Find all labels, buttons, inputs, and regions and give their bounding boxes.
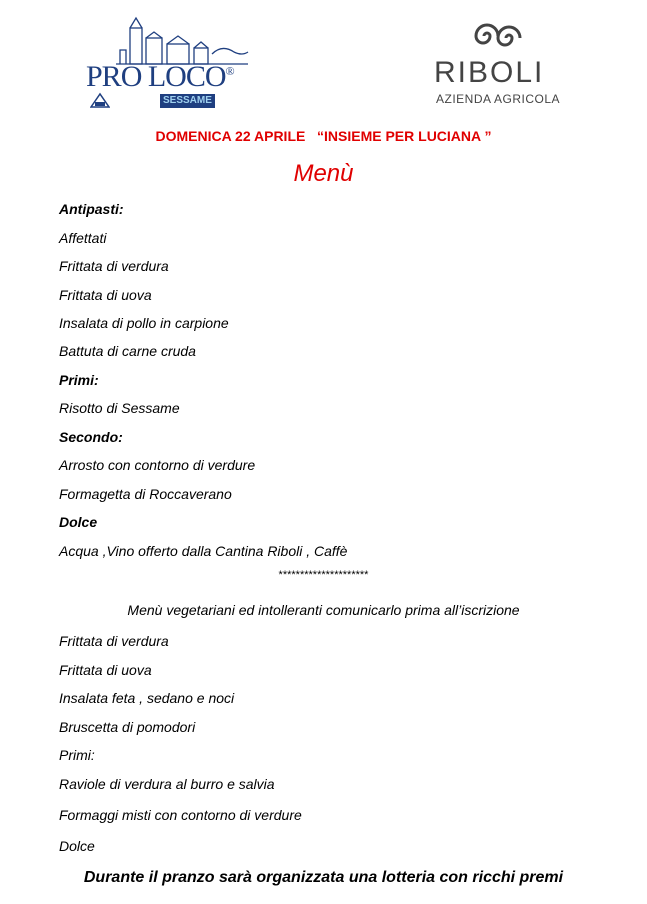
veg-item-raviole: Raviole di verdura al burro e salvia xyxy=(59,776,275,792)
proloco-sessame-badge: SESSAME xyxy=(160,94,215,108)
proloco-emblem-icon xyxy=(90,92,110,108)
veg-section-primi: Primi: xyxy=(59,747,95,763)
riboli-logo-subtitle: AZIENDA AGRICOLA xyxy=(436,92,561,106)
menu-item-insalata-pollo: Insalata di pollo in carpione xyxy=(59,315,229,331)
riboli-logo-name: RIBOLI xyxy=(434,56,545,89)
veg-item-insalata-feta: Insalata feta , sedano e noci xyxy=(59,690,235,706)
proloco-logo-text: PRO LOCO® xyxy=(86,60,234,93)
veg-item-frittata-uova: Frittata di uova xyxy=(59,662,152,678)
menu-item-bevande: Acqua ,Vino offerto dalla Cantina Riboli , Caffè xyxy=(59,543,348,559)
menu-item-frittata-verdura: Frittata di verdura xyxy=(59,258,169,274)
riboli-logo xyxy=(430,14,580,109)
separator: ********************* xyxy=(278,569,369,581)
menu-item-battuta: Battuta di carne cruda xyxy=(59,343,196,359)
menu-item-frittata-uova: Frittata di uova xyxy=(59,287,152,303)
section-dolce: Dolce xyxy=(59,514,98,530)
section-antipasti: Antipasti: xyxy=(59,201,124,217)
veg-item-frittata-verdura: Frittata di verdura xyxy=(59,633,169,649)
spiral-icon xyxy=(470,16,530,52)
section-primi: Primi: xyxy=(59,372,99,388)
menu-item-affettati: Affettati xyxy=(59,230,107,246)
section-secondo: Secondo: xyxy=(59,429,123,445)
veg-item-bruscetta: Bruscetta di pomodori xyxy=(59,719,196,735)
proloco-logo xyxy=(82,12,257,110)
veg-item-formaggi: Formaggi misti con contorno di verdure xyxy=(59,807,302,823)
event-title: DOMENICA 22 APRILE “INSIEME PER LUCIANA ” xyxy=(155,128,492,144)
lottery-footer: Durante il pranzo sarà organizzata una lotteria con ricchi premi xyxy=(83,869,564,886)
menu-title: Menù xyxy=(293,160,354,187)
menu-item-risotto: Risotto di Sessame xyxy=(59,400,180,416)
menu-item-formagetta: Formagetta di Roccaverano xyxy=(59,486,232,502)
veg-section-dolce: Dolce xyxy=(59,838,95,854)
menu-item-arrosto: Arrosto con contorno di verdure xyxy=(59,457,256,473)
veg-notice: Menù vegetariani ed intolleranti comunicarlo prima all’iscrizione xyxy=(127,602,520,618)
